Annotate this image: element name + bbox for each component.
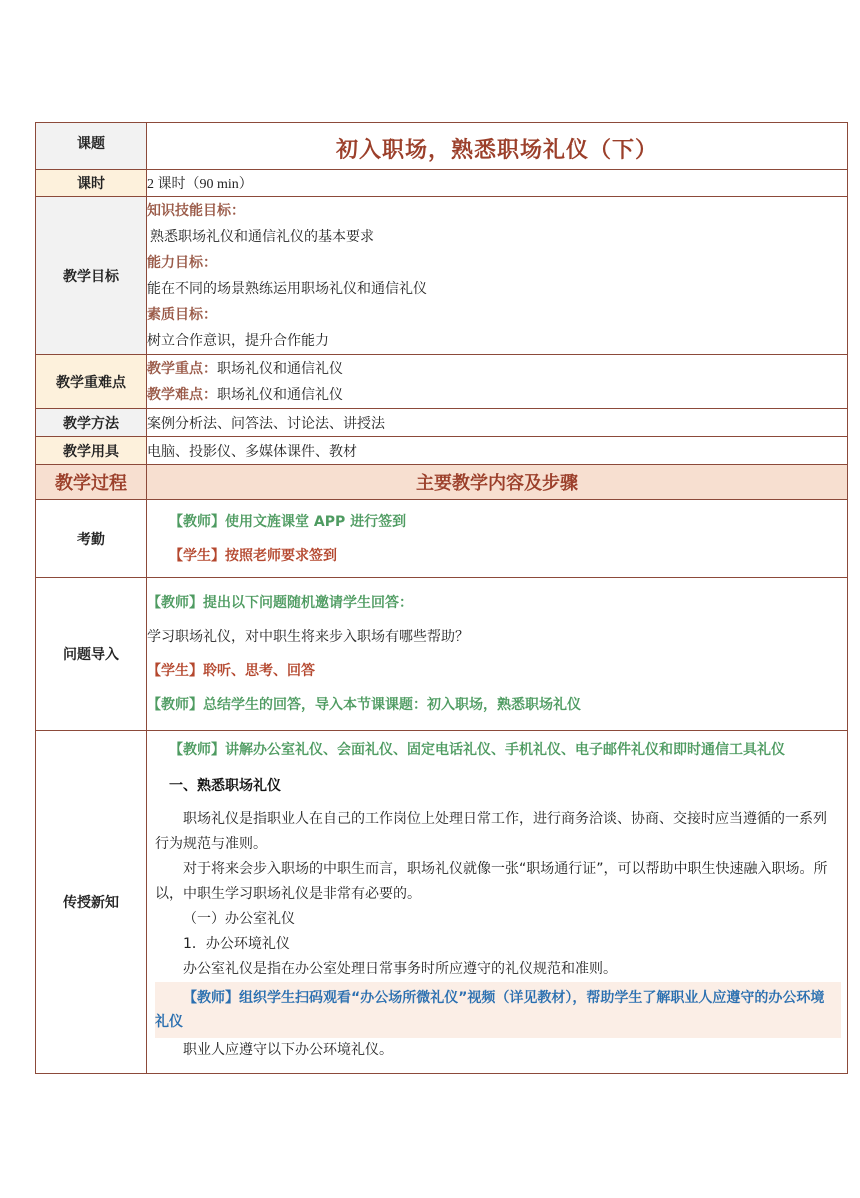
content-header: 主要教学内容及步骤 — [147, 465, 848, 500]
row-objectives — [36, 197, 848, 355]
attendance-student: 【学生】按照老师要求签到 — [169, 547, 337, 564]
new-teacher1: 【教师】讲解办公室礼仪、会面礼仪、固定电话礼仪、手机礼仪、电子邮件礼仪和即时通信工具礼仪 — [169, 742, 785, 758]
quality-heading: 素质目标： — [147, 306, 217, 323]
hours-value: 2 课时（90 min） — [147, 170, 848, 197]
process-header: 教学过程 — [36, 465, 147, 500]
intro-question: 学习职场礼仪，对中职生将来步入职场有哪些帮助？ — [147, 629, 469, 645]
new-label: 传授新知 — [36, 731, 147, 1074]
intro-teacher2: 【教师】总结学生的回答，导入本节课课题：初入职场，熟悉职场礼仪 — [147, 697, 581, 713]
new-section1: 一、熟悉职场礼仪 — [169, 778, 281, 794]
new-content — [147, 731, 848, 1074]
new-teacher2: 【教师】组织学生扫码观看“办公场所微礼仪”视频（详见教材），帮助学生了解职业人应遵守的办公环境礼仪 — [155, 982, 841, 1038]
tools-value: 电脑、投影仪、多媒体课件、教材 — [147, 437, 848, 465]
topic-title-cell — [147, 123, 848, 170]
objectives-label: 教学目标 — [36, 197, 147, 355]
methods-label: 教学方法 — [36, 409, 147, 437]
focus-line — [147, 356, 847, 382]
row-intro — [36, 578, 848, 731]
ability-text: 能在不同的场景熟练运用职场礼仪和通信礼仪 — [147, 280, 427, 297]
topic-title: 初入职场，熟悉职场礼仪（下） — [335, 138, 658, 163]
ability-heading: 能力目标： — [147, 254, 217, 271]
keypoints-label: 教学重难点 — [36, 355, 147, 409]
new-sub1-1: 1．办公环境礼仪 — [183, 936, 290, 952]
focus-heading: 教学重点： — [147, 360, 217, 377]
objectives-content — [147, 197, 848, 355]
row-attendance — [36, 500, 848, 578]
quality-text: 树立合作意识，提升合作能力 — [147, 332, 329, 349]
intro-teacher1: 【教师】提出以下问题随机邀请学生回答： — [147, 595, 413, 611]
row-keypoints — [36, 355, 848, 409]
methods-value: 案例分析法、问答法、讨论法、讲授法 — [147, 409, 848, 437]
new-para3: 办公室礼仪是指在办公室处理日常事务时所应遵守的礼仪规范和准则。 — [183, 961, 617, 977]
row-tools — [36, 437, 848, 465]
row-methods — [36, 409, 848, 437]
row-topic — [36, 123, 848, 170]
difficulty-line — [147, 382, 847, 408]
new-para1: 职场礼仪是指职业人在自己的工作岗位上处理日常工作，进行商务洽谈、协商、交接时应当遵循的一系列行为规范与准则。 — [155, 811, 827, 852]
new-para2: 对于将来会步入职场的中职生而言，职场礼仪就像一张“职场通行证”，可以帮助中职生快速融入职场。所以，中职生学习职场礼仪是非常有必要的。 — [155, 861, 828, 902]
intro-student: 【学生】聆听、思考、回答 — [147, 663, 315, 679]
focus-text: 职场礼仪和通信礼仪 — [217, 360, 343, 377]
lesson-plan-table — [35, 122, 848, 1074]
attendance-teacher: 【教师】使用文旌课堂 APP 进行签到 — [169, 513, 407, 530]
row-new-knowledge — [36, 731, 848, 1074]
knowledge-heading: 知识技能目标： — [147, 202, 245, 219]
row-hours — [36, 170, 848, 197]
keypoints-content — [147, 355, 848, 409]
difficulty-text: 职场礼仪和通信礼仪 — [217, 386, 343, 403]
topic-label: 课题 — [36, 123, 147, 170]
tools-label: 教学用具 — [36, 437, 147, 465]
knowledge-text: 熟悉职场礼仪和通信礼仪的基本要求 — [150, 228, 374, 245]
difficulty-heading: 教学难点： — [147, 386, 217, 403]
row-process-header — [36, 465, 848, 500]
intro-label: 问题导入 — [36, 578, 147, 731]
new-para4: 职业人应遵守以下办公环境礼仪。 — [183, 1042, 393, 1058]
attendance-label: 考勤 — [36, 500, 147, 578]
intro-content — [147, 578, 848, 731]
attendance-content — [147, 500, 848, 578]
hours-label: 课时 — [36, 170, 147, 197]
new-sub1: （一）办公室礼仪 — [183, 911, 295, 927]
